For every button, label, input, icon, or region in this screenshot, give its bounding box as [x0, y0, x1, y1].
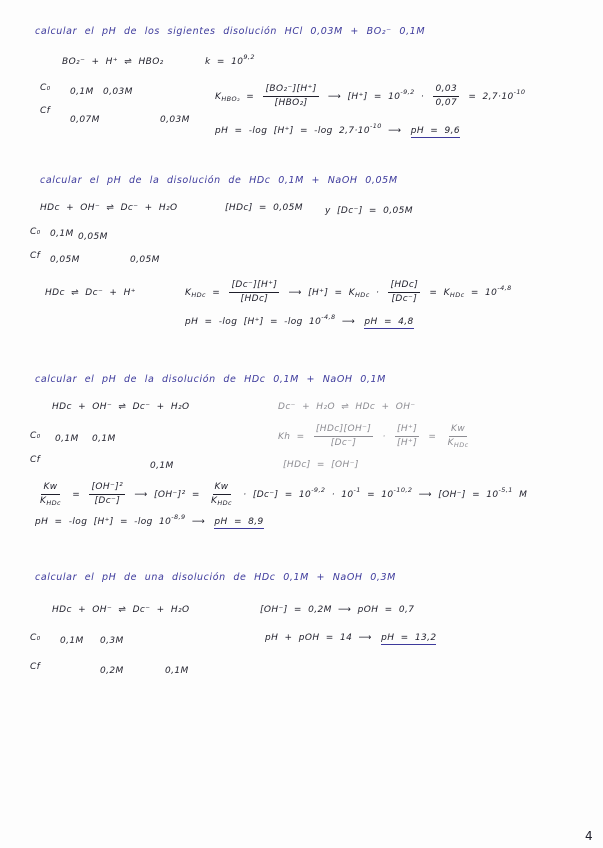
step-text: · [Dc⁻] = 10 [243, 490, 312, 500]
numerator: [HDc] [388, 280, 420, 293]
ka-subscript: HBO₂ [221, 95, 240, 103]
problem-2-reaction: HDc + OH⁻ ⇌ Dc⁻ + H₂O [40, 203, 178, 213]
fraction [433, 84, 459, 109]
problem-1-cf-label: Cf [40, 106, 51, 116]
ka-symbol: K [185, 288, 192, 298]
denominator: [HBO₂] [274, 98, 308, 108]
problem-4-cf-label: Cf [30, 662, 41, 672]
page-number: 4 [585, 829, 594, 843]
problem-4-c0-value: 0,3M [100, 636, 124, 646]
denominator [38, 495, 63, 507]
problem-2-ph-answer: pH = 4,8 [364, 317, 414, 327]
problem-2-cf-value: 0,05M [50, 255, 80, 265]
step-text: ⟶ [H⁺] = 10 [327, 92, 401, 102]
problem-1-c0-label: C₀ [40, 83, 51, 93]
ph-exponent: -4,8 [321, 313, 336, 321]
problem-4-c0-value: 0,1M [60, 636, 84, 646]
ph-text: pH = -log [H⁺] = -log 2,7·10 [215, 126, 371, 136]
denominator-symbol: K [40, 496, 47, 506]
problem-4-ph-calculation [265, 632, 436, 644]
numerator: [BO₂⁻][H⁺] [263, 84, 318, 97]
denominator-symbol: K [211, 496, 218, 506]
problem-2-title: calcular el pH de la disolución de HDc 0,1M + NaOH 0,05M [40, 175, 398, 186]
problem-2-c0-value: 0,05M [78, 232, 108, 242]
problem-1-reaction: BO₂⁻ + H⁺ ⇌ HBO₂ [62, 57, 164, 67]
result-subscript: HDc [449, 291, 465, 299]
problem-3-ph-calculation [35, 513, 264, 528]
problem-2-dc-concentration: y [Dc⁻] = 0,05M [325, 206, 413, 216]
arrow: ⟶ [388, 126, 402, 136]
denominator: [Dc⁻] [391, 294, 418, 304]
problem-2-cf-label: Cf [30, 251, 41, 261]
problem-4-title: calcular el pH de una disolución de HDc 0,1M + NaOH 0,3M [35, 572, 396, 583]
problem-1-ka-expression [215, 84, 525, 109]
equals-sign: = [428, 432, 437, 442]
numerator: [Dc⁻][H⁺] [229, 280, 279, 293]
problem-3-equality: [HDc] = [OH⁻] [283, 460, 359, 470]
arrow: ⟶ [358, 633, 372, 643]
k-exponent: 9,2 [243, 53, 255, 61]
step-text: ⟶ [OH⁻]² = [134, 490, 200, 500]
problem-3-cf-label: Cf [30, 455, 41, 465]
problem-3-oh-calculation [35, 482, 527, 507]
step-exponent: -5,1 [498, 486, 513, 494]
denominator: 0,07 [435, 98, 458, 108]
denominator-subscript: HDc [46, 499, 61, 507]
problem-3-title: calcular el pH de la disolución de HDc 0,1M + NaOH 0,1M [35, 374, 386, 385]
problem-3-reaction: HDc + OH⁻ ⇌ Dc⁻ + H₂O [52, 402, 190, 412]
problem-4-cf-value: 0,1M [165, 666, 189, 676]
step-exponent: -9,2 [400, 88, 415, 96]
problem-2-ka-expression [185, 280, 512, 305]
numerator: [HDc][OH⁻] [314, 424, 373, 437]
problem-1-cf-value: 0,07M [70, 115, 100, 125]
denominator: [HDc] [240, 294, 269, 304]
denominator-symbol: K [447, 438, 454, 448]
fraction [209, 482, 234, 507]
fraction [38, 482, 63, 507]
result-exponent: -4,8 [497, 284, 512, 292]
denominator [446, 437, 471, 449]
numerator: Kw [41, 482, 59, 495]
numerator: [OH⁻]² [89, 482, 125, 495]
problem-1-c0-value: 0,1M [70, 87, 94, 97]
step-text: = 10 [367, 490, 394, 500]
problem-2-cf-value: 0,05M [130, 255, 160, 265]
denominator [209, 495, 234, 507]
result-text: = 2,7·10 [468, 92, 514, 102]
ph-exponent: -8,9 [171, 513, 186, 521]
problem-4-ph-answer: pH = 13,2 [381, 633, 437, 643]
arrow: ⟶ [338, 605, 352, 615]
problem-4-cf-value: 0,2M [100, 666, 124, 676]
step-text: ⟶ [OH⁻] = 10 [418, 490, 499, 500]
problem-1-ph-answer: pH = 9,6 [410, 126, 460, 136]
problem-2-hdc-concentration: [HDc] = 0,05M [225, 203, 303, 213]
problem-3-hydrolysis: Dc⁻ + H₂O ⇌ HDc + OH⁻ [278, 402, 416, 412]
oh-text: [OH⁻] = 0,2M [260, 605, 332, 615]
problem-4-reaction: HDc + OH⁻ ⇌ Dc⁻ + H₂O [52, 605, 190, 615]
poh-result: pOH = 0,7 [357, 605, 415, 615]
denominator-subscript: HDc [217, 499, 233, 507]
step-exponent: -9,2 [311, 486, 326, 494]
step-exponent: -1 [353, 486, 361, 494]
fraction [446, 424, 471, 449]
fraction [229, 280, 279, 305]
problem-1-k [205, 53, 255, 68]
problem-3-c0-label: C₀ [30, 431, 41, 441]
step-text: · 10 [331, 490, 354, 500]
arrow: ⟶ [341, 317, 356, 327]
dot-operator: · [382, 432, 386, 442]
equals-sign: = [212, 288, 221, 298]
problem-1-ph-calculation [215, 122, 460, 137]
problem-3-kh-expression [278, 424, 474, 449]
problem-3-cf-value: 0,1M [150, 461, 174, 471]
ph-text: pH = -log [H⁺] = -log 10 [185, 317, 322, 327]
fraction [314, 424, 373, 449]
problem-3-ph-answer: pH = 8,9 [214, 517, 264, 527]
denominator: [Dc⁻] [94, 496, 121, 506]
fraction [388, 280, 420, 305]
arrow: ⟶ [191, 517, 206, 527]
problem-3-c0-value: 0,1M [55, 434, 79, 444]
numerator: 0,03 [433, 84, 459, 97]
numerator: Kw [213, 482, 231, 495]
result-exponent: -10 [513, 88, 526, 96]
problem-2-dissociation: HDc ⇌ Dc⁻ + H⁺ [45, 288, 136, 298]
problem-3-c0-value: 0,1M [92, 434, 116, 444]
denominator: [H⁺] [396, 438, 418, 448]
problem-2-c0-value: 0,1M [50, 229, 74, 239]
ph-exponent: -10 [370, 122, 382, 130]
ka-symbol: K [215, 92, 222, 102]
k-base: k = 10 [205, 57, 244, 67]
problem-2-c0-label: C₀ [30, 227, 41, 237]
ka-subscript: HDc [191, 291, 206, 299]
kh-label: Kh = [278, 432, 305, 442]
fraction [89, 482, 125, 507]
problem-1-c0-value: 0,03M [103, 87, 133, 97]
problem-4-poh-calculation [260, 604, 414, 616]
ph-text: pH + pOH = 14 [265, 633, 353, 643]
numerator: Kw [449, 424, 467, 437]
unit: M [519, 490, 528, 500]
equals-sign: = [246, 92, 255, 102]
step-subscript: HDc [355, 291, 370, 299]
problem-1-cf-value: 0,03M [160, 115, 190, 125]
problem-2-ph-calculation [185, 313, 414, 328]
problem-1-title: calcular el pH de los sigientes disolución HCl 0,03M + BO₂⁻ 0,1M [35, 26, 426, 37]
result-text: = K [429, 288, 450, 298]
denominator: [Dc⁻] [330, 438, 357, 448]
equals-sign: = [72, 490, 81, 500]
dot-operator: · [420, 92, 425, 102]
dot-operator: · [375, 288, 380, 298]
problem-4-c0-label: C₀ [30, 633, 41, 643]
result-equals: = 10 [470, 288, 498, 298]
fraction [263, 84, 318, 109]
denominator-subscript: HDc [453, 441, 469, 449]
ph-text: pH = -log [H⁺] = -log 10 [35, 517, 172, 527]
step-text: ⟶ [H⁺] = K [288, 288, 355, 298]
numerator: [H⁺] [395, 424, 419, 437]
fraction [395, 424, 419, 449]
step-exponent: -10,2 [393, 486, 413, 494]
